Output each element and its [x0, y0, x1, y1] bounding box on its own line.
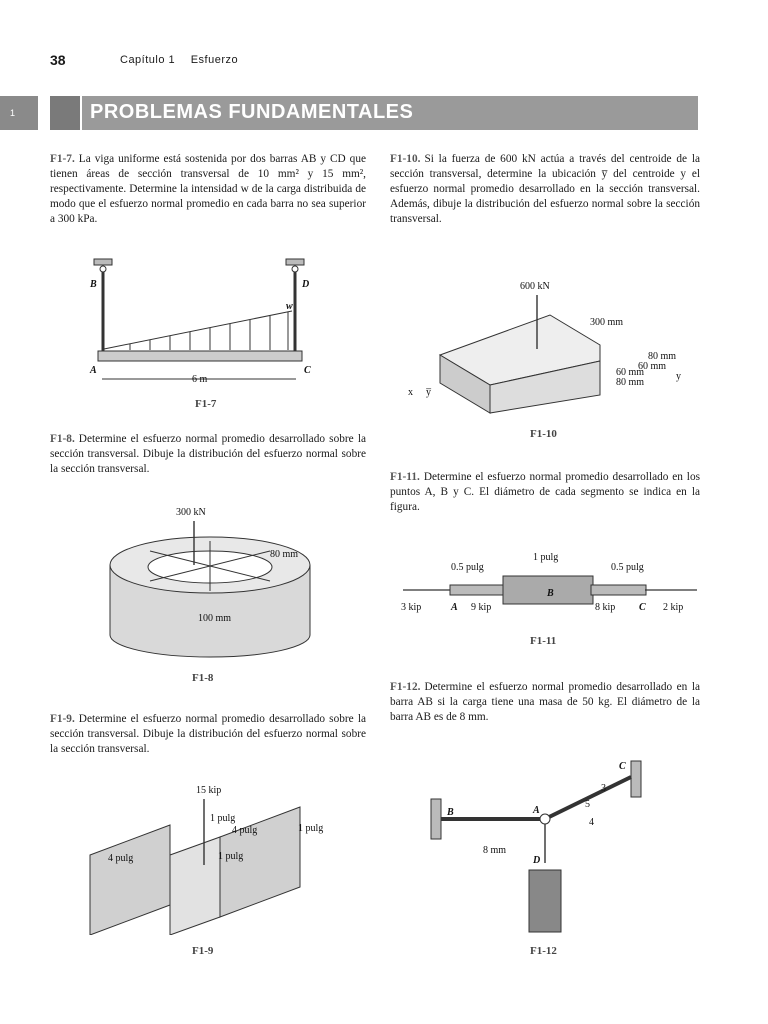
figure-f1-8: [90, 505, 350, 660]
rod-right: [591, 585, 646, 595]
label-60mm-a: 60 mm: [638, 361, 667, 372]
caption-f1-9: F1-9: [192, 945, 214, 957]
problem-f1-10: [390, 152, 700, 227]
problem-id: F1-12.: [390, 681, 421, 693]
rod-ac: [545, 777, 631, 819]
section-banner: [82, 96, 698, 130]
label-f4: 2 kip: [663, 602, 684, 613]
mass: [529, 870, 561, 932]
label-d-right: 0.5 pulg: [611, 562, 644, 573]
label-b: B: [547, 588, 554, 599]
label-f3: 8 kip: [595, 602, 616, 613]
page-number: 38: [50, 52, 66, 68]
label-a: A: [533, 805, 540, 816]
label-load: 600 kN: [520, 281, 550, 292]
problem-id: F1-8.: [50, 433, 75, 445]
problem-text: Determine el esfuerzo normal promedio desarrollado sobre la sección transversal. Dibuje la distribución del esfuerzo normal sobre la sección transversal.: [50, 713, 366, 755]
label-300mm: 300 mm: [590, 317, 624, 328]
load-line: [104, 311, 292, 349]
label-ybar: y̅: [426, 387, 431, 398]
problem-f1-11: [390, 470, 700, 515]
beam: [98, 351, 302, 361]
caption-f1-10: F1-10: [530, 428, 557, 440]
figure-f1-9: [70, 785, 350, 935]
problem-id: F1-10.: [390, 153, 421, 165]
label-a: A: [90, 365, 97, 376]
label-c: C: [619, 761, 626, 772]
label-y: y: [676, 371, 681, 382]
label-b: B: [90, 279, 97, 290]
label-span: 6 m: [192, 374, 208, 385]
figure-f1-12: [425, 755, 655, 940]
label-w1: 4 pulg: [232, 825, 258, 836]
problem-f1-12: [390, 680, 700, 725]
label-f1: 3 kip: [401, 602, 422, 613]
label-slope-4: 4: [589, 817, 594, 828]
chapter-label: Capítulo 1: [120, 54, 176, 66]
side-tab-number: 1: [10, 108, 16, 118]
side-tab: [0, 96, 38, 130]
label-w: w: [286, 301, 293, 312]
support-d: [286, 259, 304, 272]
label-80mm-b: 80 mm: [616, 377, 645, 388]
label-c: C: [304, 365, 311, 376]
label-load: 300 kN: [176, 507, 206, 518]
label-80mm: 80 mm: [270, 549, 299, 560]
label-d: D: [302, 279, 310, 290]
figure-f1-10: [400, 275, 690, 415]
figure-f1-11: [395, 548, 705, 628]
label-t2: 1 pulg: [218, 851, 244, 862]
label-slope-3: 3: [601, 783, 606, 794]
problem-f1-9: [50, 712, 366, 757]
label-d: D: [533, 855, 541, 866]
label-100mm: 100 mm: [198, 613, 232, 624]
web: [170, 837, 220, 935]
label-t1: 1 pulg: [210, 813, 236, 824]
label-w2: 4 pulg: [108, 853, 134, 864]
wall-right: [631, 761, 641, 797]
caption-f1-12: F1-12: [530, 945, 557, 957]
banner-title: PROBLEMAS FUNDAMENTALES: [90, 101, 414, 123]
label-80mm-a: 80 mm: [648, 351, 677, 362]
caption-f1-8: F1-8: [192, 672, 214, 684]
label-load: 15 kip: [196, 785, 222, 796]
wall-left: [431, 799, 441, 839]
caption-f1-11: F1-11: [530, 635, 557, 647]
chapter-title: Esfuerzo: [190, 54, 239, 66]
figure-f1-7: [80, 255, 340, 390]
problem-f1-8: [50, 432, 366, 477]
support-b: [94, 259, 112, 272]
problem-id: F1-7.: [50, 153, 75, 165]
pin-a: [540, 814, 550, 824]
flange-left: [90, 825, 170, 935]
problem-id: F1-11.: [390, 471, 420, 483]
running-header: [120, 54, 250, 66]
problem-text: Determine el esfuerzo normal promedio desarrollado sobre la sección transversal. Dibuje la distribución del esfuerzo normal sobre la sección transversal.: [50, 433, 366, 475]
problem-f1-7: [50, 152, 366, 227]
label-diam: 8 mm: [483, 845, 507, 856]
problem-text: Determine el esfuerzo normal promedio desarrollado en la barra AB si la carga tiene una masa de 50 kg. El diámetro de la barra AB es de 8 mm.: [390, 681, 700, 723]
problem-text: Determine el esfuerzo normal promedio desarrollado en los puntos A, B y C. El diámetro de cada segmento se indica en la figura.: [390, 471, 700, 513]
label-t3: 1 pulg: [298, 823, 324, 834]
label-60mm-b: 60 mm: [616, 367, 645, 378]
problem-text: La viga uniforme está sostenida por dos barras AB y CD que tienen áreas de sección transversal de 10 mm² y 15 mm², respectivamente. Determine la intensidad w de la carga distribuida de modo que el esfuerzo normal promedio en cada barra no sea superior a 300 kPa.: [50, 153, 366, 225]
label-a: A: [451, 602, 458, 613]
rod-left: [450, 585, 505, 595]
label-c: C: [639, 602, 646, 613]
caption-f1-7: F1-7: [195, 398, 217, 410]
label-slope-5: 5: [585, 799, 590, 810]
banner-square: [50, 96, 80, 130]
label-d-mid: 1 pulg: [533, 552, 559, 563]
problem-text: Si la fuerza de 600 kN actúa a través del centroide de la sección transversal, determine la ubicación y̅ del centroide y el esfuerzo normal promedio desarrollado en la sección transversal. Además, dibuje la distribución del esfuerzo normal sobre la sección transversal.: [390, 153, 700, 225]
label-x: x: [408, 387, 413, 398]
problem-id: F1-9.: [50, 713, 75, 725]
label-f2: 9 kip: [471, 602, 492, 613]
load-arrows: [130, 312, 288, 350]
label-b: B: [447, 807, 454, 818]
label-d-left: 0.5 pulg: [451, 562, 484, 573]
